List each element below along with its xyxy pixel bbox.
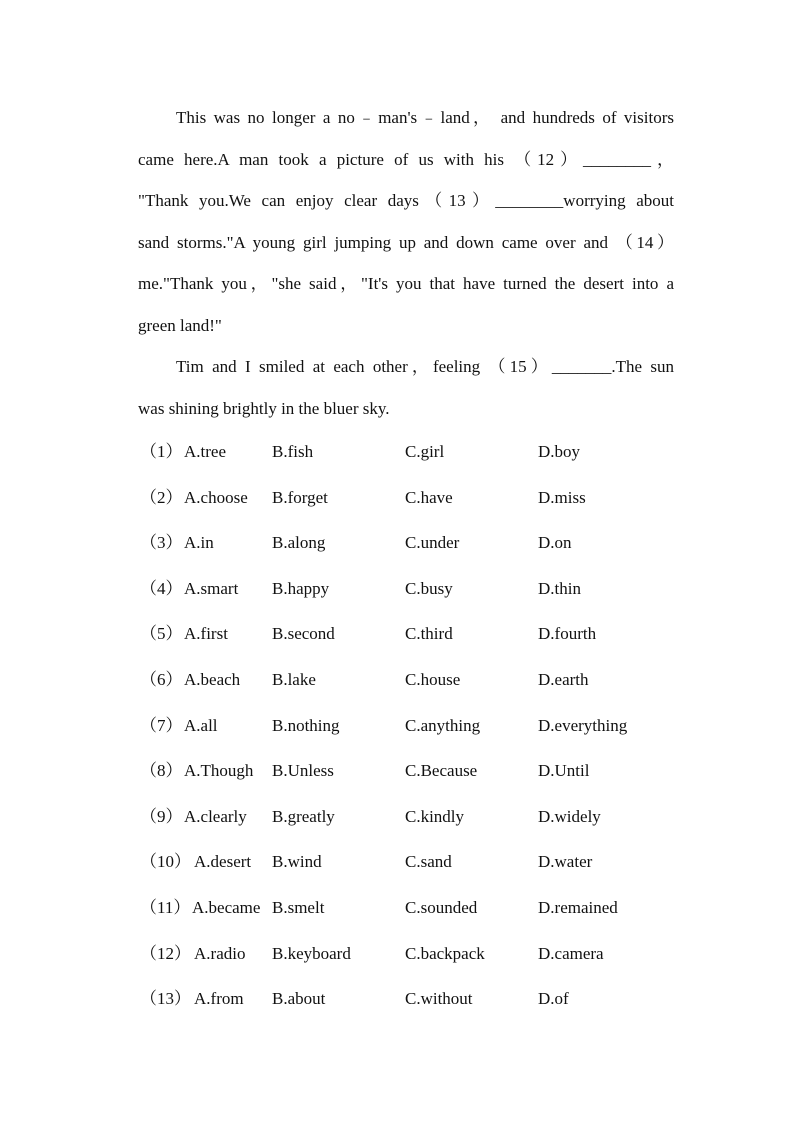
option-c: C.third <box>405 624 453 644</box>
option-c: C.sounded <box>405 897 478 917</box>
option-c: C.kindly <box>405 806 465 826</box>
option-d: D.water <box>538 852 593 872</box>
option-d: D.boy <box>538 442 581 461</box>
option-d: D.of <box>538 989 569 1009</box>
option-a: A.desert <box>194 852 252 872</box>
passage-line: was shining brightly in the bluer sky. <box>138 398 390 418</box>
option-b: B.about <box>272 989 326 1009</box>
question-number: （3） <box>140 533 183 553</box>
option-a: A.Though <box>184 761 254 781</box>
option-c: C.anything <box>405 715 481 735</box>
passage-line: Tim and I smiled at each other，feeling （15）_______.The sun <box>176 357 674 376</box>
option-b: B.wind <box>272 852 322 872</box>
question-number: （12） <box>140 943 191 963</box>
question-number: （5） <box>140 624 183 644</box>
question-number: （13） <box>140 989 191 1009</box>
option-a: A.clearly <box>184 806 247 826</box>
option-b: B.forget <box>272 487 328 507</box>
passage-line: sand storms."A young girl jumping up and down came over and （14） <box>138 232 674 252</box>
option-c: C.backpack <box>405 943 485 963</box>
option-d: D.camera <box>538 943 604 963</box>
question-row <box>140 841 680 887</box>
question-number: （11） <box>140 897 191 917</box>
question-number: （1） <box>140 442 183 461</box>
passage-line: This was no longer a no﹣man's﹣land， and hundreds of visitors <box>176 108 674 127</box>
option-b: B.along <box>272 533 326 553</box>
question-row <box>140 613 680 659</box>
option-b: B.happy <box>272 578 330 598</box>
question-number: （9） <box>140 806 183 826</box>
question-row <box>140 431 680 477</box>
option-a: A.became <box>192 897 261 917</box>
option-b: B.fish <box>272 442 314 461</box>
option-b: B.greatly <box>272 806 335 826</box>
question-row <box>140 887 680 933</box>
option-c: C.busy <box>405 578 453 598</box>
option-c: C.Because <box>405 761 478 781</box>
option-a: A.in <box>184 533 214 553</box>
option-c: C.have <box>405 487 453 507</box>
question-number: （2） <box>140 487 183 507</box>
question-row <box>140 796 680 842</box>
option-d: D.thin <box>538 578 581 598</box>
option-d: D.everything <box>538 715 628 735</box>
passage-paragraph-1 <box>138 97 674 346</box>
option-a: A.tree <box>184 442 227 461</box>
option-c: C.girl <box>405 442 445 461</box>
option-d: D.remained <box>538 897 618 917</box>
option-c: C.under <box>405 533 460 553</box>
question-number: （4） <box>140 578 183 598</box>
passage-paragraph-2 <box>138 346 674 429</box>
question-row <box>140 568 680 614</box>
question-row <box>140 705 680 751</box>
option-d: D.widely <box>538 806 601 826</box>
option-a: A.beach <box>184 669 241 689</box>
option-b: B.nothing <box>272 715 340 735</box>
passage-line: green land!" <box>138 315 222 335</box>
question-row <box>140 933 680 979</box>
question-number: （7） <box>140 715 183 735</box>
option-b: B.lake <box>272 669 316 689</box>
passage-line: me."Thank you，"she said，"It's you that have turned the desert into a <box>138 274 674 293</box>
question-row <box>140 750 680 796</box>
option-a: A.from <box>194 989 244 1009</box>
option-d: D.fourth <box>538 624 597 644</box>
option-d: D.miss <box>538 487 586 507</box>
question-number: （6） <box>140 669 183 689</box>
option-a: A.radio <box>194 943 246 963</box>
question-number: （10） <box>140 852 191 872</box>
option-c: C.without <box>405 989 473 1009</box>
option-c: C.sand <box>405 852 452 872</box>
option-a: A.first <box>184 624 228 644</box>
option-d: D.earth <box>538 669 589 689</box>
option-a: A.all <box>184 715 218 735</box>
option-b: B.second <box>272 624 335 644</box>
question-row <box>140 659 680 705</box>
option-d: D.on <box>538 533 572 553</box>
question-row <box>140 477 680 523</box>
question-row <box>140 522 680 568</box>
option-b: B.smelt <box>272 897 325 917</box>
option-b: B.Unless <box>272 761 334 781</box>
question-number: （8） <box>140 761 183 781</box>
option-a: A.smart <box>184 578 239 598</box>
answer-options-list <box>140 431 680 1024</box>
option-a: A.choose <box>184 487 248 507</box>
passage-line: "Thank you.We can enjoy clear days（13）________worrying about <box>138 191 674 210</box>
option-b: B.keyboard <box>272 943 351 963</box>
passage-line: came here.A man took a picture of us with his （12）________， <box>138 149 674 169</box>
option-d: D.Until <box>538 761 590 781</box>
option-c: C.house <box>405 669 461 689</box>
question-row <box>140 978 680 1024</box>
